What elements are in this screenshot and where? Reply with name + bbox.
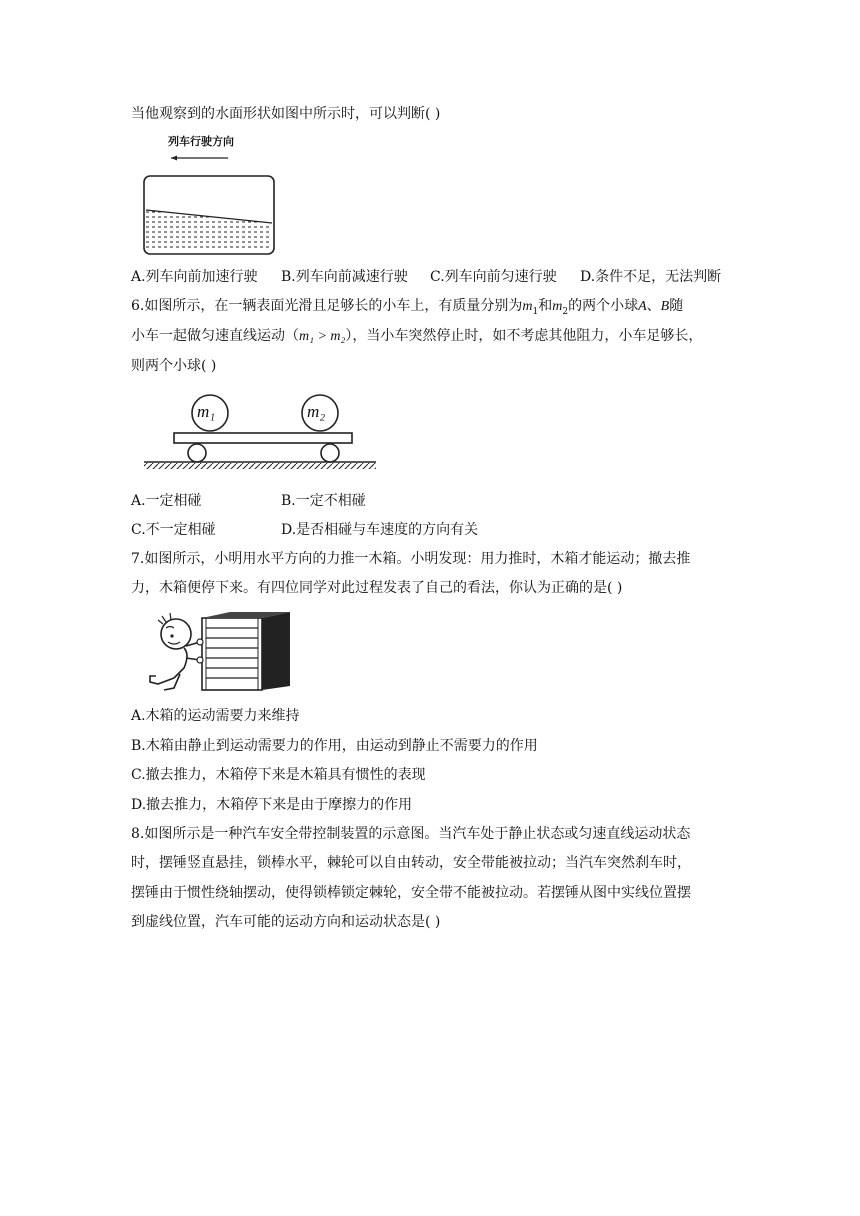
pushing-box-cartoon [140, 606, 300, 696]
ball-m1-label: m₁ [197, 402, 216, 421]
q5-stem: 当他观察到的水面形状如图中所示时，可以判断( ) [131, 106, 441, 122]
q5-option-d: D.条件不足，无法判断 [580, 269, 722, 285]
wooden-box [202, 618, 262, 690]
q6-option-b: B.一定不相碰 [281, 493, 366, 509]
q8-stem-line3: 摆锤由于惯性绕轴摆动，使得锁棒锁定棘轮，安全带不能被拉动。若摆锤从图中实线位置摆 [131, 885, 691, 901]
q6-text: ），当小车突然停止时，如不考虑其他阻力，小车足够长， [345, 328, 703, 344]
q7-stem-line1: 7.如图所示，小明用水平方向的力推一木箱。小明发现：用力推时，木箱才能运动；撤去推 [131, 551, 691, 567]
q5-figure [140, 130, 280, 260]
q5-option-b: B.列车向前减速行驶 [281, 269, 408, 285]
tank-diagram [140, 130, 280, 260]
m1-symbol: m [522, 299, 533, 314]
ball-a-label: A [638, 299, 647, 314]
m2-subscript: 2 [562, 306, 569, 317]
q6-text: 随 [669, 298, 684, 314]
q7-option-b: B.木箱由静止到运动需要力的作用，由运动到静止不需要力的作用 [131, 738, 538, 754]
q5-figure-label: 列车行驶方向 [168, 135, 234, 148]
q6-figure [140, 392, 380, 478]
q8-stem-line1: 8.如图所示是一种汽车安全带控制装置的示意图。当汽车处于静止状态或匀速直线运动状态 [131, 826, 691, 842]
q7-option-a: A.木箱的运动需要力来维持 [131, 708, 300, 724]
q6-option-c: C.不一定相碰 [131, 522, 216, 538]
m1-subscript: 1 [532, 306, 539, 317]
q6-stem-line3: 则两个小球( ) [131, 358, 217, 374]
cart-wheel [321, 444, 339, 462]
mass-condition: m₁ > m₂ [299, 329, 346, 344]
q6-text: 和 [538, 298, 553, 314]
cart-body [174, 433, 352, 443]
q7-option-c: C.撤去推力，木箱停下来是木箱具有惯性的表现 [131, 767, 426, 783]
q6-stem-line2 [131, 326, 702, 347]
q6-text: 的两个小球 [568, 298, 639, 314]
m2-symbol: m [552, 299, 563, 314]
q6-option-d: D.是否相碰与车速度的方向有关 [281, 522, 479, 538]
q5-option-c: C.列车向前匀速行驶 [430, 269, 557, 285]
q6-text: 、 [646, 298, 661, 314]
q6-text: 6.如图所示，在一辆表面光滑且足够长的小车上，有质量分别为 [131, 298, 523, 314]
q8-stem-line2: 时，摆锤竖直悬挂，锁棒水平，棘轮可以自由转动，安全带能被拉动；当汽车突然刹车时， [131, 855, 691, 871]
q7-figure [140, 606, 300, 696]
q7-stem-line2: 力，木箱便停下来。有四位同学对此过程发表了自己的看法，你认为正确的是( ) [131, 580, 623, 596]
q6-text: 小车一起做匀速直线运动（ [131, 328, 299, 344]
q6-option-a: A.一定相碰 [131, 493, 202, 509]
cart-wheel [188, 444, 206, 462]
q6-stem-line1 [131, 296, 683, 322]
q8-stem-line4: 到虚线位置，汽车可能的运动方向和运动状态是( ) [131, 914, 441, 930]
q5-option-a: A.列车向前加速行驶 [131, 269, 258, 285]
person-head [161, 619, 191, 649]
ball-b-label: B [660, 299, 670, 314]
cart-diagram [140, 392, 380, 478]
ball-m2-label: m₂ [307, 402, 326, 421]
q7-option-d: D.撤去推力，木箱停下来是由于摩擦力的作用 [131, 797, 413, 813]
